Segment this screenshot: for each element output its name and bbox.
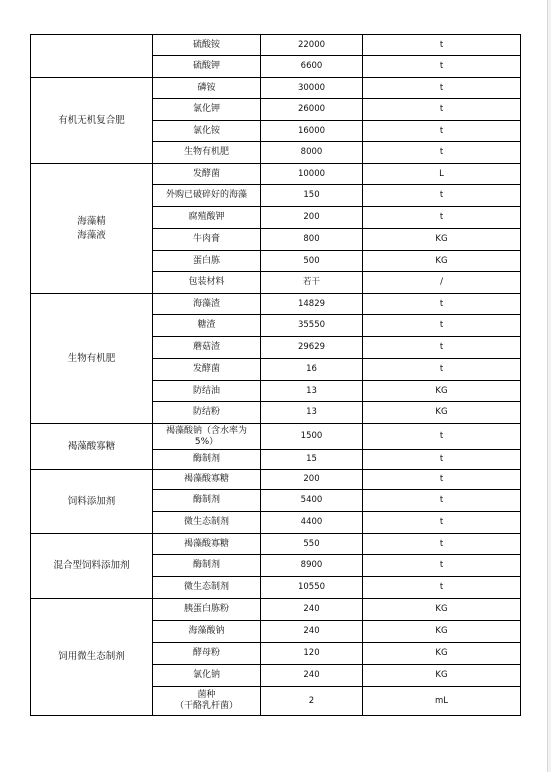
table-row [31,470,521,490]
unit-cell: t [363,185,521,207]
amount-cell: 500 [261,251,363,272]
material-cell: 包装材料 [153,272,261,294]
unit-cell: t [363,294,521,315]
amount-cell: 29629 [261,337,363,359]
material-cell: 酵母粉 [153,643,261,665]
material-cell: 海藻渣 [153,294,261,315]
category-cell [31,35,153,78]
amount-cell: 13 [261,381,363,402]
unit-cell: t [363,470,521,490]
unit-cell: t [363,534,521,555]
amount-cell: 6600 [261,56,363,78]
amount-cell: 26000 [261,99,363,121]
category-cell: 饲用微生态制剂 [31,599,153,716]
material-cell: 胰蛋白胨粉 [153,599,261,621]
unit-cell: KG [363,402,521,424]
material-cell: 腐殖酸钾 [153,207,261,229]
unit-cell: t [363,142,521,164]
unit-cell: KG [363,621,521,643]
unit-cell: t [363,35,521,56]
amount-cell: 16 [261,359,363,381]
material-cell: 海藻酸钠 [153,621,261,643]
amount-cell: 200 [261,207,363,229]
amount-cell: 550 [261,534,363,555]
amount-cell: 150 [261,185,363,207]
amount-cell: 240 [261,665,363,687]
unit-cell: / [363,272,521,294]
amount-cell: 8000 [261,142,363,164]
unit-cell: KG [363,643,521,665]
material-cell: 褐藻酸寡糖 [153,534,261,555]
amount-cell: 240 [261,599,363,621]
table-row [31,424,521,450]
amount-cell: 5400 [261,490,363,512]
unit-cell: t [363,359,521,381]
material-cell: 褐藻酸寡糖 [153,470,261,490]
category-cell: 混合型饲料添加剂 [31,534,153,599]
table-row [31,78,521,99]
amount-cell: 13 [261,402,363,424]
amount-cell: 若干 [261,272,363,294]
material-cell: 褐藻酸钠（含水率为 5%） [153,424,261,450]
unit-cell: t [363,337,521,359]
material-cell: 外购已破碎好的海藻 [153,185,261,207]
unit-cell: t [363,555,521,577]
amount-cell: 8900 [261,555,363,577]
material-cell: 磷铵 [153,78,261,99]
amount-cell: 10000 [261,164,363,185]
table-row [31,294,521,315]
unit-cell: mL [363,687,521,716]
amount-cell: 14829 [261,294,363,315]
category-cell: 饲料添加剂 [31,470,153,534]
material-cell: 硫酸铵 [153,35,261,56]
material-cell: 防结粉 [153,402,261,424]
material-cell: 发酵菌 [153,359,261,381]
category-cell: 海藻精 海藻液 [31,164,153,294]
amount-cell: 2 [261,687,363,716]
material-cell: 微生态制剂 [153,577,261,599]
unit-cell: KG [363,665,521,687]
material-cell: 酶制剂 [153,450,261,470]
unit-cell: t [363,450,521,470]
material-cell: 发酵菌 [153,164,261,185]
material-cell: 微生态制剂 [153,512,261,534]
unit-cell: t [363,56,521,78]
amount-cell: 10550 [261,577,363,599]
unit-cell: KG [363,381,521,402]
materials-table [30,34,521,716]
material-cell: 酶制剂 [153,490,261,512]
unit-cell: t [363,315,521,337]
amount-cell: 35550 [261,315,363,337]
amount-cell: 800 [261,229,363,251]
unit-cell: t [363,121,521,142]
amount-cell: 200 [261,470,363,490]
unit-cell: t [363,512,521,534]
material-cell: 糖渣 [153,315,261,337]
material-cell: 防结油 [153,381,261,402]
table-row [31,35,521,56]
amount-cell: 4400 [261,512,363,534]
table-row [31,534,521,555]
material-cell: 氯化钠 [153,665,261,687]
unit-cell: KG [363,229,521,251]
table-row [31,164,521,185]
table-row [31,599,521,621]
material-cell: 氯化铵 [153,121,261,142]
amount-cell: 16000 [261,121,363,142]
unit-cell: t [363,207,521,229]
unit-cell: t [363,99,521,121]
category-cell: 褐藻酸寡糖 [31,424,153,470]
unit-cell: t [363,577,521,599]
material-cell: 牛肉膏 [153,229,261,251]
amount-cell: 30000 [261,78,363,99]
amount-cell: 240 [261,621,363,643]
category-cell: 有机无机复合肥 [31,78,153,164]
material-cell: 硫酸钾 [153,56,261,78]
material-cell: 氯化钾 [153,99,261,121]
unit-cell: L [363,164,521,185]
category-cell: 生物有机肥 [31,294,153,424]
amount-cell: 120 [261,643,363,665]
amount-cell: 22000 [261,35,363,56]
material-cell: 菌种 （干酪乳杆菌） [153,687,261,716]
unit-cell: t [363,78,521,99]
unit-cell: KG [363,599,521,621]
material-cell: 酶制剂 [153,555,261,577]
unit-cell: KG [363,251,521,272]
unit-cell: t [363,424,521,450]
material-cell: 蘑菇渣 [153,337,261,359]
material-cell: 生物有机肥 [153,142,261,164]
amount-cell: 15 [261,450,363,470]
unit-cell: t [363,490,521,512]
material-cell: 蛋白胨 [153,251,261,272]
amount-cell: 1500 [261,424,363,450]
